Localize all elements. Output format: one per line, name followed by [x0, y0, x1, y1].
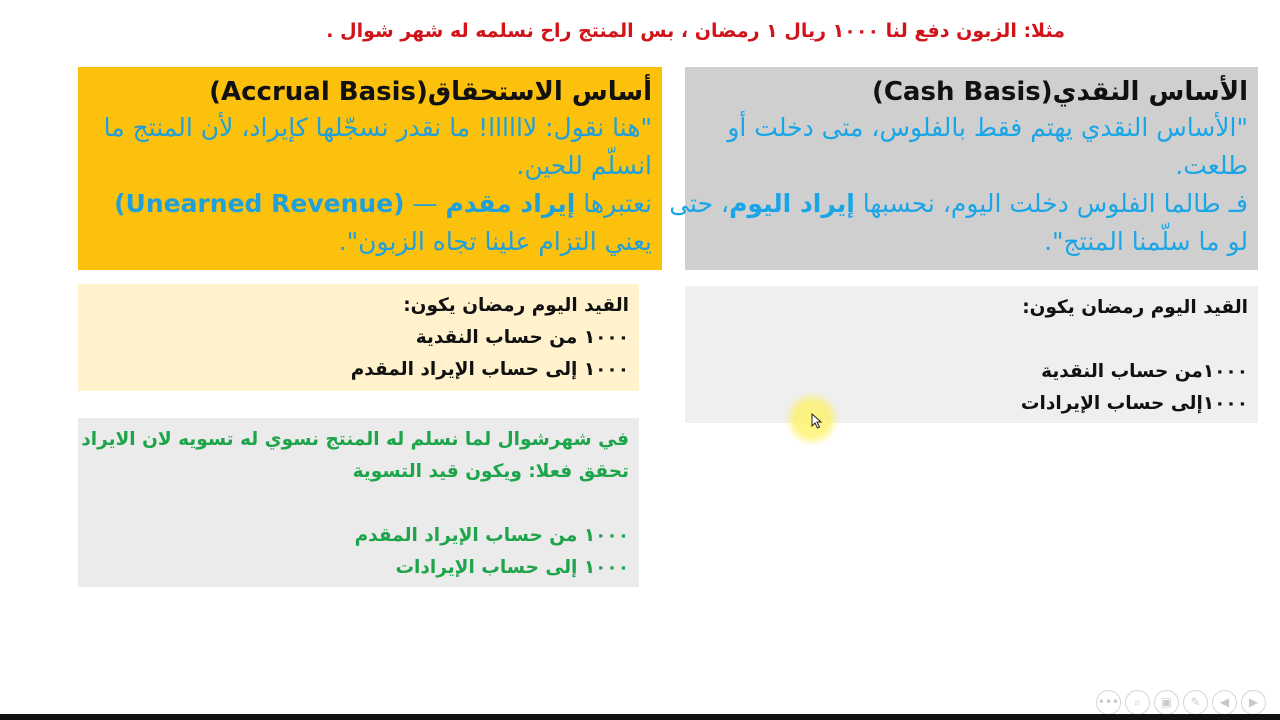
accrual-basis-line-3-emphasis: إيراد مقدم [445, 189, 576, 218]
accrual-entry-credit: ١٠٠٠ إلى حساب الإيراد المقدم [350, 359, 629, 380]
prev-icon[interactable]: ◀ [1212, 690, 1237, 715]
cash-basis-line-2: طلعت. [1175, 151, 1248, 180]
cash-basis-line-3 [669, 185, 1248, 223]
accrual-basis-line-3-english: (Unearned Revenue) [114, 189, 405, 218]
bottom-bar [0, 714, 1280, 720]
cash-basis-heading: الأساس النقدي(Cash Basis) [871, 77, 1248, 107]
adjustment-credit: ١٠٠٠ إلى حساب الإيرادات [395, 557, 629, 578]
slide-title: مثلا: الزبون دفع لنا ١٠٠٠ ريال ١ رمضان ، بس المنتج راح نسلمه له شهر شوال . [326, 20, 1065, 42]
cash-entry-title: القيد اليوم رمضان يكون: [1022, 297, 1248, 318]
more-icon[interactable]: ••• [1096, 690, 1121, 715]
slideshow-controls [1096, 690, 1274, 716]
adjustment-line-1: في شهرشوال لما نسلم له المنتج نسوي له تسويه لان الايراد [81, 429, 629, 450]
accrual-basis-line-4: يعني التزام علينا تجاه الزبون". [338, 227, 652, 256]
adjustment-line-2: تحقق فعلا: ويكون قيد التسوية [352, 461, 629, 482]
next-icon[interactable]: ▶ [1241, 690, 1266, 715]
accrual-entry-title: القيد اليوم رمضان يكون: [403, 295, 629, 316]
cash-basis-line-3-emphasis: إيراد اليوم [729, 189, 855, 218]
cash-entry-credit: ١٠٠٠إلى حساب الإيرادات [1020, 393, 1248, 414]
pen-icon[interactable]: ✎ [1183, 690, 1208, 715]
cash-basis-line-1: "الأساس النقدي يهتم فقط بالفلوس، متى دخلت أو [727, 113, 1248, 142]
accrual-basis-line-2: انسلّم للحين. [516, 151, 652, 180]
accrual-basis-line-3-dash: — [404, 189, 446, 218]
cash-basis-line-3-end: ، حتى [669, 189, 730, 218]
accrual-entry-debit: ١٠٠٠ من حساب النقدية [415, 327, 629, 348]
cash-entry-debit: ١٠٠٠من حساب النقدية [1041, 361, 1248, 382]
cash-basis-line-4: لو ما سلّمنا المنتج". [1044, 227, 1248, 256]
mouse-pointer-icon [811, 413, 823, 429]
cash-basis-panel [669, 67, 1258, 270]
accrual-basis-line-3 [88, 185, 652, 223]
cash-journal-entry [685, 286, 1258, 423]
accrual-basis-heading: أساس الاستحقاق(Accrual Basis) [209, 77, 652, 107]
cash-basis-line-3-start: فـ طالما الفلوس دخلت اليوم، نحسبها [854, 189, 1248, 218]
accrual-basis-line-1: "هنا نقول: لاااااا! ما نقدر نسجّلها كإيراد، لأن المنتج ما [103, 113, 652, 142]
accrual-journal-entry [78, 284, 639, 391]
adjustment-entry [78, 418, 639, 587]
zoom-icon[interactable]: ⌕ [1125, 690, 1150, 715]
adjustment-debit: ١٠٠٠ من حساب الإيراد المقدم [354, 525, 629, 546]
accrual-basis-line-3-start: نعتبرها [575, 189, 652, 218]
slides-icon[interactable]: ▣ [1154, 690, 1179, 715]
accrual-basis-panel [78, 67, 662, 270]
